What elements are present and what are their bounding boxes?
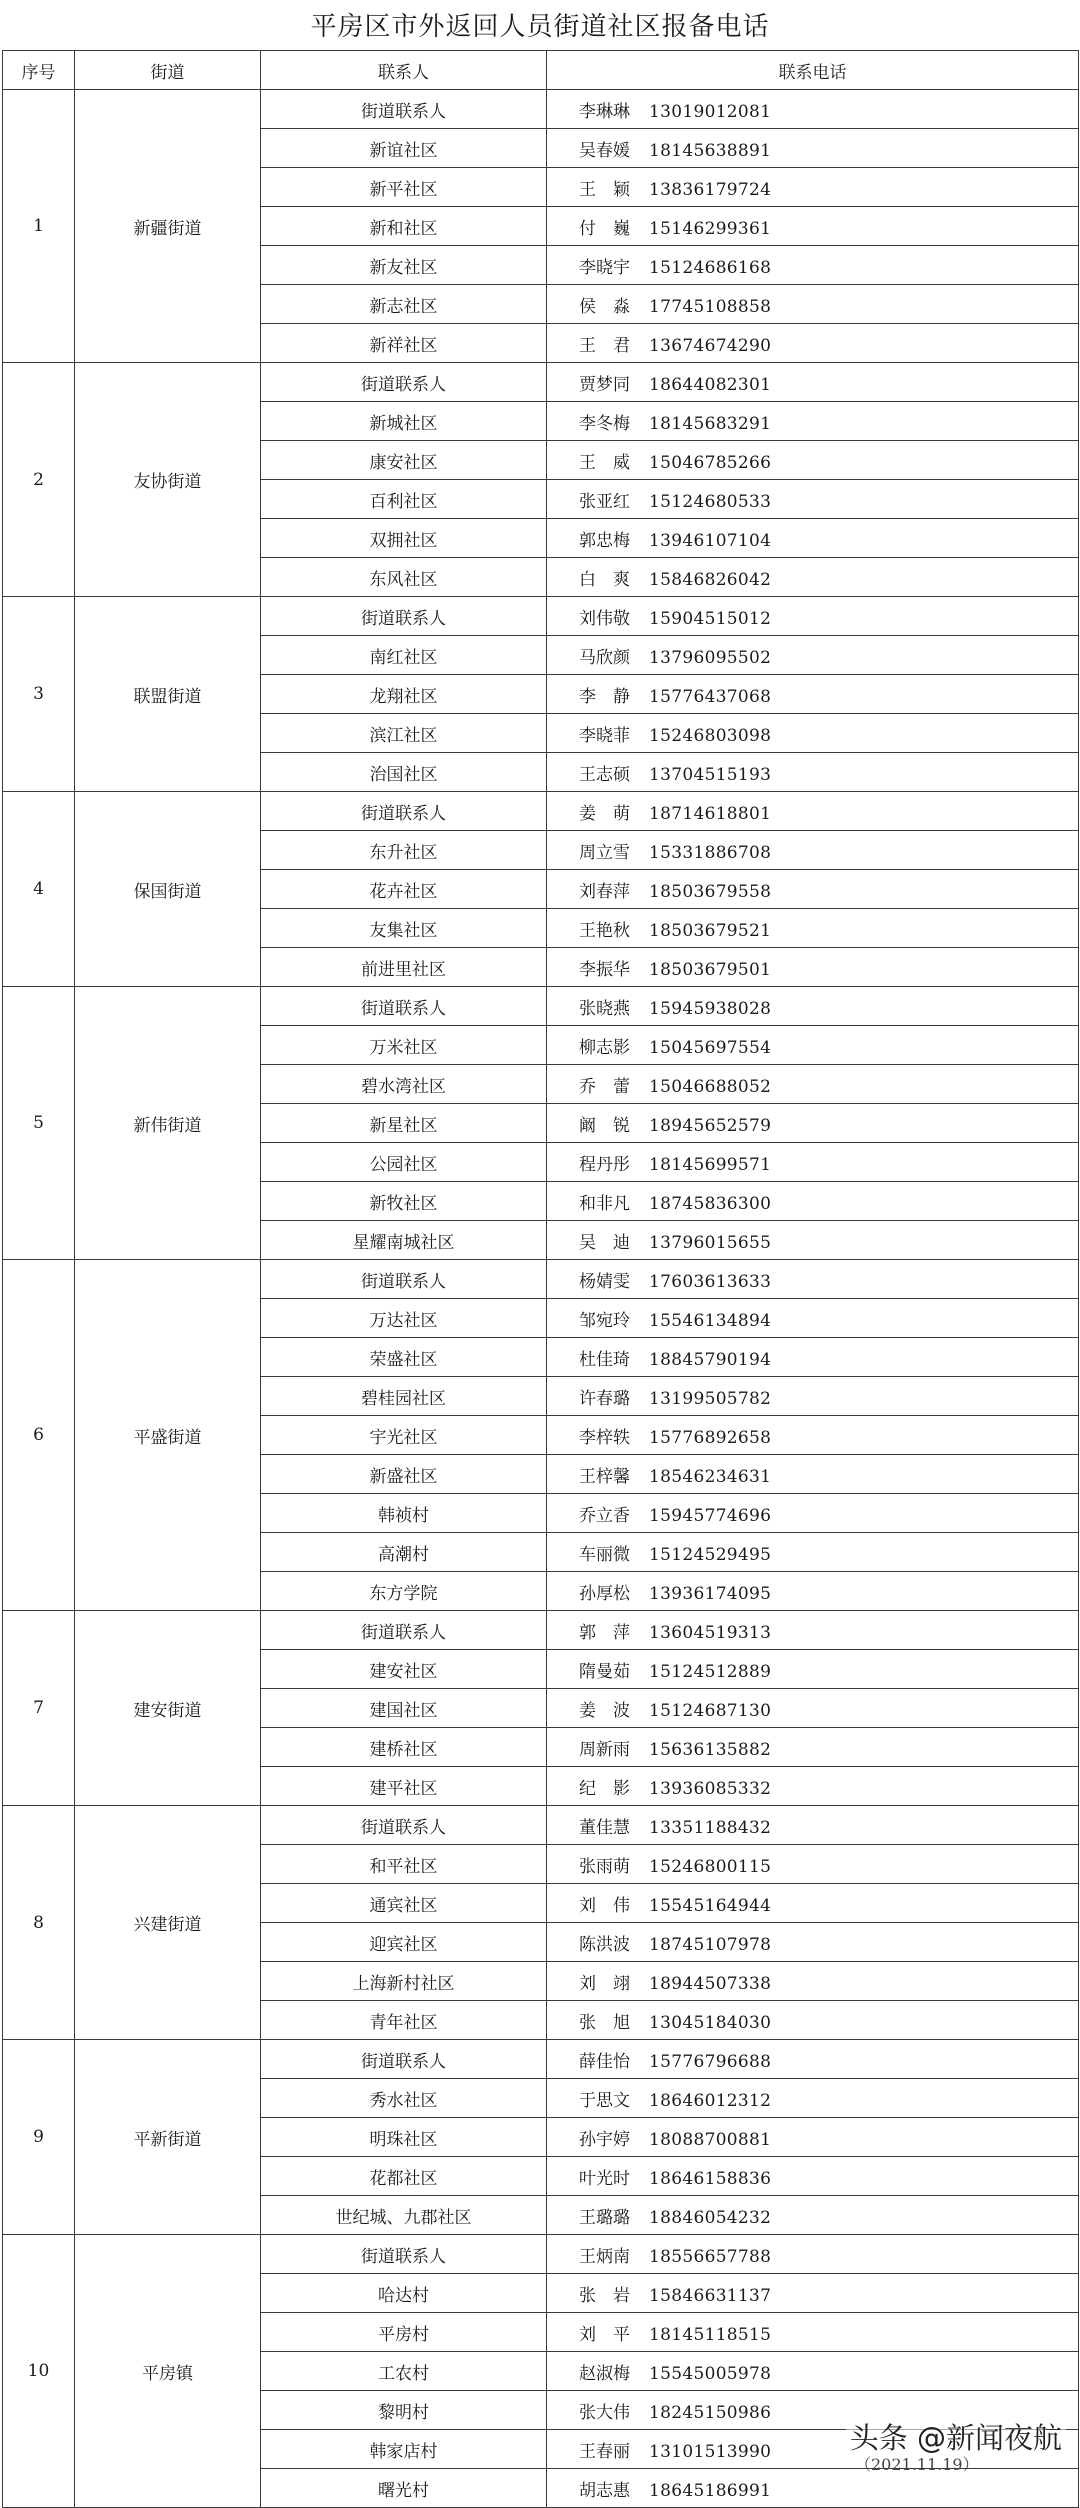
person-name: 张晓燕 <box>579 998 630 1019</box>
person-name: 王 君 <box>579 335 630 356</box>
contact-unit: 南红社区 <box>261 636 547 675</box>
contact-phone-cell <box>547 1221 1079 1260</box>
phone-number: 13045184030 <box>649 2012 772 2033</box>
contact-unit: 街道联系人 <box>261 363 547 402</box>
contact-unit: 碧桂园社区 <box>261 1377 547 1416</box>
phone-number: 15124687130 <box>649 1700 772 1721</box>
phone-number: 18145118515 <box>649 2324 772 2345</box>
phone-number: 18945652579 <box>649 1115 772 1136</box>
phone-number: 18644082301 <box>649 374 772 395</box>
phone-number: 15776796688 <box>649 2051 772 2072</box>
phone-number: 13019012081 <box>649 101 772 122</box>
contact-phone-cell <box>547 1104 1079 1143</box>
contact-phone-cell <box>547 636 1079 675</box>
person-name: 李振华 <box>579 959 630 980</box>
contact-phone-cell <box>547 285 1079 324</box>
phone-number: 13604519313 <box>649 1622 772 1643</box>
contact-unit: 平房村 <box>261 2313 547 2352</box>
phone-number: 15331886708 <box>649 842 772 863</box>
person-name: 刘 伟 <box>579 1895 630 1916</box>
contact-phone-cell <box>547 2040 1079 2079</box>
contact-unit: 康安社区 <box>261 441 547 480</box>
contact-phone-cell <box>547 2352 1079 2391</box>
header-street: 街道 <box>75 51 261 90</box>
phone-number: 13101513990 <box>649 2441 772 2462</box>
person-name: 董佳慧 <box>579 1817 630 1838</box>
contact-phone-cell <box>547 1026 1079 1065</box>
phone-number: 13199505782 <box>649 1388 772 1409</box>
contact-unit: 建桥社区 <box>261 1728 547 1767</box>
person-name: 赵淑梅 <box>579 2363 630 2384</box>
phone-number: 15246800115 <box>649 1856 772 1877</box>
person-name: 吴春媛 <box>579 140 630 161</box>
person-name: 车丽微 <box>579 1544 630 1565</box>
contact-unit: 新谊社区 <box>261 129 547 168</box>
contact-unit: 街道联系人 <box>261 987 547 1026</box>
contact-unit: 黎明村 <box>261 2391 547 2430</box>
contact-phone-cell <box>547 207 1079 246</box>
person-name: 马欣颜 <box>579 647 630 668</box>
phone-number: 18646158836 <box>649 2168 772 2189</box>
contact-phone-cell <box>547 324 1079 363</box>
group-index: 9 <box>3 2040 75 2235</box>
person-name: 刘 平 <box>579 2324 630 2345</box>
phone-number: 18145699571 <box>649 1154 772 1175</box>
table-body <box>3 90 1079 2508</box>
person-name: 李晓宇 <box>579 257 630 278</box>
person-name: 郭忠梅 <box>579 530 630 551</box>
person-name: 李晓菲 <box>579 725 630 746</box>
person-name: 邹宛玲 <box>579 1310 630 1331</box>
contact-phone-cell <box>547 363 1079 402</box>
contact-phone-cell <box>547 1845 1079 1884</box>
contact-unit: 建国社区 <box>261 1689 547 1728</box>
contact-phone-cell <box>547 1533 1079 1572</box>
person-name: 柳志影 <box>579 1037 630 1058</box>
contact-unit: 万达社区 <box>261 1299 547 1338</box>
phone-number: 13351188432 <box>649 1817 772 1838</box>
contact-unit: 工农村 <box>261 2352 547 2391</box>
contact-unit: 新友社区 <box>261 246 547 285</box>
contact-unit: 万米社区 <box>261 1026 547 1065</box>
phone-number: 13674674290 <box>649 335 772 356</box>
contact-phone-cell <box>547 714 1079 753</box>
contact-phone-cell <box>547 1065 1079 1104</box>
contact-phone-cell <box>547 792 1079 831</box>
phone-number: 18556657788 <box>649 2246 772 2267</box>
phone-number: 15124512889 <box>649 1661 772 1682</box>
contact-unit: 百利社区 <box>261 480 547 519</box>
contact-unit: 和平社区 <box>261 1845 547 1884</box>
person-name: 郭 萍 <box>579 1622 630 1643</box>
person-name: 李冬梅 <box>579 413 630 434</box>
person-name: 侯 淼 <box>579 296 630 317</box>
phone-number: 18944507338 <box>649 1973 772 1994</box>
person-name: 王 威 <box>579 452 630 473</box>
table-row <box>3 2040 1079 2079</box>
phone-number: 15124686168 <box>649 257 772 278</box>
contact-unit: 东方学院 <box>261 1572 547 1611</box>
person-name: 叶光时 <box>579 2168 630 2189</box>
person-name: 姜 萌 <box>579 803 630 824</box>
phone-number: 18745836300 <box>649 1193 772 1214</box>
contact-phone-cell <box>547 1962 1079 2001</box>
person-name: 李琳琳 <box>579 101 630 122</box>
contact-phone-cell <box>547 2469 1079 2508</box>
person-name: 李梓轶 <box>579 1427 630 1448</box>
person-name: 刘伟敬 <box>579 608 630 629</box>
contact-unit: 秀水社区 <box>261 2079 547 2118</box>
phone-number: 18503679558 <box>649 881 772 902</box>
header-phone: 联系电话 <box>547 51 1079 90</box>
phone-number: 18846054232 <box>649 2207 772 2228</box>
contact-unit: 宇光社区 <box>261 1416 547 1455</box>
phone-number: 15945774696 <box>649 1505 772 1526</box>
phone-number: 18646012312 <box>649 2090 772 2111</box>
table-row <box>3 1260 1079 1299</box>
phone-number: 15124529495 <box>649 1544 772 1565</box>
street-name: 新伟街道 <box>75 987 261 1260</box>
group-index: 10 <box>3 2235 75 2508</box>
person-name: 贾梦同 <box>579 374 630 395</box>
group-index: 1 <box>3 90 75 363</box>
contact-phone-cell <box>547 831 1079 870</box>
group-index: 5 <box>3 987 75 1260</box>
contact-phone-cell <box>547 90 1079 129</box>
header-index: 序号 <box>3 51 75 90</box>
contact-unit: 荣盛社区 <box>261 1338 547 1377</box>
person-name: 白 爽 <box>579 569 630 590</box>
contact-unit: 青年社区 <box>261 2001 547 2040</box>
contact-unit: 滨江社区 <box>261 714 547 753</box>
contact-unit: 碧水湾社区 <box>261 1065 547 1104</box>
group-index: 7 <box>3 1611 75 1806</box>
page-title: 平房区市外返回人员街道社区报备电话 <box>310 12 770 42</box>
phone-number: 17745108858 <box>649 296 772 317</box>
street-name: 联盟街道 <box>75 597 261 792</box>
contact-phone-cell <box>547 2157 1079 2196</box>
contact-phone-cell <box>547 1689 1079 1728</box>
group-index: 3 <box>3 597 75 792</box>
phone-number: 15124680533 <box>649 491 772 512</box>
table-row <box>3 1611 1079 1650</box>
person-name: 乔 蕾 <box>579 1076 630 1097</box>
person-name: 许春璐 <box>579 1388 630 1409</box>
street-name: 新疆街道 <box>75 90 261 363</box>
person-name: 吴 迪 <box>579 1232 630 1253</box>
phone-number: 18088700881 <box>649 2129 772 2150</box>
street-name: 平房镇 <box>75 2235 261 2508</box>
person-name: 张亚红 <box>579 491 630 512</box>
contact-phone-cell <box>547 2235 1079 2274</box>
contact-phone-cell <box>547 1143 1079 1182</box>
person-name: 周新雨 <box>579 1739 630 1760</box>
person-name: 王炳南 <box>579 2246 630 2267</box>
contact-unit: 街道联系人 <box>261 1806 547 1845</box>
person-name: 乔立香 <box>579 1505 630 1526</box>
phone-number: 18245150986 <box>649 2402 772 2423</box>
contact-unit: 上海新村社区 <box>261 1962 547 2001</box>
street-name: 建安街道 <box>75 1611 261 1806</box>
street-name: 平盛街道 <box>75 1260 261 1611</box>
contact-phone-cell <box>547 1416 1079 1455</box>
contact-unit: 街道联系人 <box>261 1611 547 1650</box>
phone-number: 15546134894 <box>649 1310 772 1331</box>
date-stamp: （2021.11.19） <box>855 2455 979 2474</box>
phone-number: 13796095502 <box>649 647 772 668</box>
contact-unit: 前进里社区 <box>261 948 547 987</box>
contact-phone-cell <box>547 2196 1079 2235</box>
contact-phone-cell <box>547 987 1079 1026</box>
table-row <box>3 2235 1079 2274</box>
contact-unit: 治国社区 <box>261 753 547 792</box>
contact-unit: 哈达村 <box>261 2274 547 2313</box>
person-name: 胡志惠 <box>579 2480 630 2501</box>
person-name: 王艳秋 <box>579 920 630 941</box>
table-row <box>3 1806 1079 1845</box>
person-name: 薛佳怡 <box>579 2051 630 2072</box>
contact-phone-cell <box>547 909 1079 948</box>
phone-number: 13704515193 <box>649 764 772 785</box>
contact-phone-cell <box>547 558 1079 597</box>
phone-number: 15545005978 <box>649 2363 772 2384</box>
contact-unit: 公园社区 <box>261 1143 547 1182</box>
contact-unit: 世纪城、九郡社区 <box>261 2196 547 2235</box>
person-name: 杨婧雯 <box>579 1271 630 1292</box>
phone-number: 18845790194 <box>649 1349 772 1370</box>
phone-number: 18503679521 <box>649 920 772 941</box>
group-index: 2 <box>3 363 75 597</box>
person-name: 王梓馨 <box>579 1466 630 1487</box>
contact-phone-cell <box>547 1260 1079 1299</box>
phone-number: 13936174095 <box>649 1583 772 1604</box>
contact-unit: 龙翔社区 <box>261 675 547 714</box>
contact-unit: 新牧社区 <box>261 1182 547 1221</box>
table-header-row <box>3 51 1079 90</box>
contact-unit: 新城社区 <box>261 402 547 441</box>
group-index: 6 <box>3 1260 75 1611</box>
contact-unit: 街道联系人 <box>261 2040 547 2079</box>
table-row <box>3 597 1079 636</box>
contact-phone-cell <box>547 2118 1079 2157</box>
phone-number: 18745107978 <box>649 1934 772 1955</box>
phone-number: 13936085332 <box>649 1778 772 1799</box>
phone-number: 15246803098 <box>649 725 772 746</box>
phone-number: 15046785266 <box>649 452 772 473</box>
person-name: 张雨萌 <box>579 1856 630 1877</box>
person-name: 于思文 <box>579 2090 630 2111</box>
contact-unit: 迎宾社区 <box>261 1923 547 1962</box>
contact-phone-cell <box>547 1767 1079 1806</box>
person-name: 张 旭 <box>579 2012 630 2033</box>
person-name: 王春丽 <box>579 2441 630 2462</box>
contact-phone-cell <box>547 1728 1079 1767</box>
contact-unit: 韩祯村 <box>261 1494 547 1533</box>
contact-phone-cell <box>547 870 1079 909</box>
person-name: 王志硕 <box>579 764 630 785</box>
contact-phone-cell <box>547 1611 1079 1650</box>
contact-phone-cell <box>547 1572 1079 1611</box>
contact-unit: 韩家店村 <box>261 2430 547 2469</box>
phone-number: 18145638891 <box>649 140 772 161</box>
contact-phone-cell <box>547 1338 1079 1377</box>
contact-unit: 新祥社区 <box>261 324 547 363</box>
contact-phone-cell <box>547 168 1079 207</box>
person-name: 王璐璐 <box>579 2207 630 2228</box>
contact-unit: 明珠社区 <box>261 2118 547 2157</box>
person-name: 周立雪 <box>579 842 630 863</box>
contact-unit: 街道联系人 <box>261 792 547 831</box>
person-name: 姜 波 <box>579 1700 630 1721</box>
contact-unit: 花卉社区 <box>261 870 547 909</box>
group-index: 8 <box>3 1806 75 2040</box>
contact-phone-cell <box>547 1650 1079 1689</box>
contact-phone-cell <box>547 519 1079 558</box>
watermark: 头条 @新闻夜航 <box>846 2416 1066 2457</box>
phone-number: 15046688052 <box>649 1076 772 1097</box>
contact-phone-cell <box>547 948 1079 987</box>
contact-unit: 曙光村 <box>261 2469 547 2508</box>
contact-unit: 新盛社区 <box>261 1455 547 1494</box>
contact-phone-cell <box>547 675 1079 714</box>
phone-number: 15776892658 <box>649 1427 772 1448</box>
street-name: 保国街道 <box>75 792 261 987</box>
person-name: 纪 影 <box>579 1778 630 1799</box>
phone-number: 15776437068 <box>649 686 772 707</box>
contact-unit: 街道联系人 <box>261 2235 547 2274</box>
contact-unit: 新和社区 <box>261 207 547 246</box>
person-name: 程丹彤 <box>579 1154 630 1175</box>
contact-phone-cell <box>547 129 1079 168</box>
contact-unit: 东风社区 <box>261 558 547 597</box>
contact-phone-cell <box>547 1299 1079 1338</box>
phone-number: 15636135882 <box>649 1739 772 1760</box>
contact-phone-cell <box>547 441 1079 480</box>
street-name: 平新街道 <box>75 2040 261 2235</box>
header-contact: 联系人 <box>261 51 547 90</box>
street-name: 兴建街道 <box>75 1806 261 2040</box>
contact-phone-cell <box>547 1182 1079 1221</box>
contact-phone-cell <box>547 480 1079 519</box>
table-row <box>3 987 1079 1026</box>
contact-phone-cell <box>547 1494 1079 1533</box>
contact-phone-cell <box>547 246 1079 285</box>
contact-unit: 街道联系人 <box>261 1260 547 1299</box>
phone-number: 13796015655 <box>649 1232 772 1253</box>
table-row <box>3 792 1079 831</box>
phone-number: 15846631137 <box>649 2285 772 2306</box>
person-name: 刘 翊 <box>579 1973 630 1994</box>
contact-phone-cell <box>547 1455 1079 1494</box>
contact-phone-cell <box>547 2313 1079 2352</box>
person-name: 李 静 <box>579 686 630 707</box>
contact-phone-cell <box>547 1377 1079 1416</box>
phone-number: 13836179724 <box>649 179 772 200</box>
person-name: 刘春萍 <box>579 881 630 902</box>
contact-phone-cell <box>547 1923 1079 1962</box>
group-index: 4 <box>3 792 75 987</box>
contact-phone-cell <box>547 1884 1079 1923</box>
person-name: 孙厚松 <box>579 1583 630 1604</box>
phone-number: 15045697554 <box>649 1037 772 1058</box>
person-name: 陈洪波 <box>579 1934 630 1955</box>
phone-number: 15846826042 <box>649 569 772 590</box>
contact-unit: 街道联系人 <box>261 597 547 636</box>
contact-unit: 通宾社区 <box>261 1884 547 1923</box>
phone-number: 18145683291 <box>649 413 772 434</box>
contact-phone-cell <box>547 402 1079 441</box>
contact-unit: 新志社区 <box>261 285 547 324</box>
phone-number: 15545164944 <box>649 1895 772 1916</box>
contact-unit: 新平社区 <box>261 168 547 207</box>
phone-number: 17603613633 <box>649 1271 772 1292</box>
phone-number: 15904515012 <box>649 608 772 629</box>
contact-phone-cell <box>547 2079 1079 2118</box>
contact-phone-cell <box>547 2274 1079 2313</box>
person-name: 阚 锐 <box>579 1115 630 1136</box>
person-name: 和非凡 <box>579 1193 630 1214</box>
contact-table <box>2 50 1079 2508</box>
contact-unit: 花都社区 <box>261 2157 547 2196</box>
contact-unit: 新星社区 <box>261 1104 547 1143</box>
street-name: 友协街道 <box>75 363 261 597</box>
person-name: 隋曼茹 <box>579 1661 630 1682</box>
phone-number: 18714618801 <box>649 803 772 824</box>
table-row <box>3 363 1079 402</box>
person-name: 张 岩 <box>579 2285 630 2306</box>
contact-phone-cell <box>547 753 1079 792</box>
person-name: 杜佳琦 <box>579 1349 630 1370</box>
phone-number: 18546234631 <box>649 1466 772 1487</box>
table-row <box>3 90 1079 129</box>
contact-unit: 高潮村 <box>261 1533 547 1572</box>
contact-unit: 建安社区 <box>261 1650 547 1689</box>
contact-unit: 双拥社区 <box>261 519 547 558</box>
person-name: 张大伟 <box>579 2402 630 2423</box>
phone-number: 15146299361 <box>649 218 772 239</box>
contact-unit: 建平社区 <box>261 1767 547 1806</box>
phone-number: 13946107104 <box>649 530 772 551</box>
contact-unit: 星耀南城社区 <box>261 1221 547 1260</box>
person-name: 付 巍 <box>579 218 630 239</box>
person-name: 孙宇婷 <box>579 2129 630 2150</box>
phone-number: 18503679501 <box>649 959 772 980</box>
contact-phone-cell <box>547 1806 1079 1845</box>
phone-number: 18645186991 <box>649 2480 772 2501</box>
contact-phone-cell <box>547 2001 1079 2040</box>
phone-number: 15945938028 <box>649 998 772 1019</box>
contact-unit: 东升社区 <box>261 831 547 870</box>
contact-unit: 街道联系人 <box>261 90 547 129</box>
contact-unit: 友集社区 <box>261 909 547 948</box>
person-name: 王 颖 <box>579 179 630 200</box>
contact-phone-cell <box>547 597 1079 636</box>
